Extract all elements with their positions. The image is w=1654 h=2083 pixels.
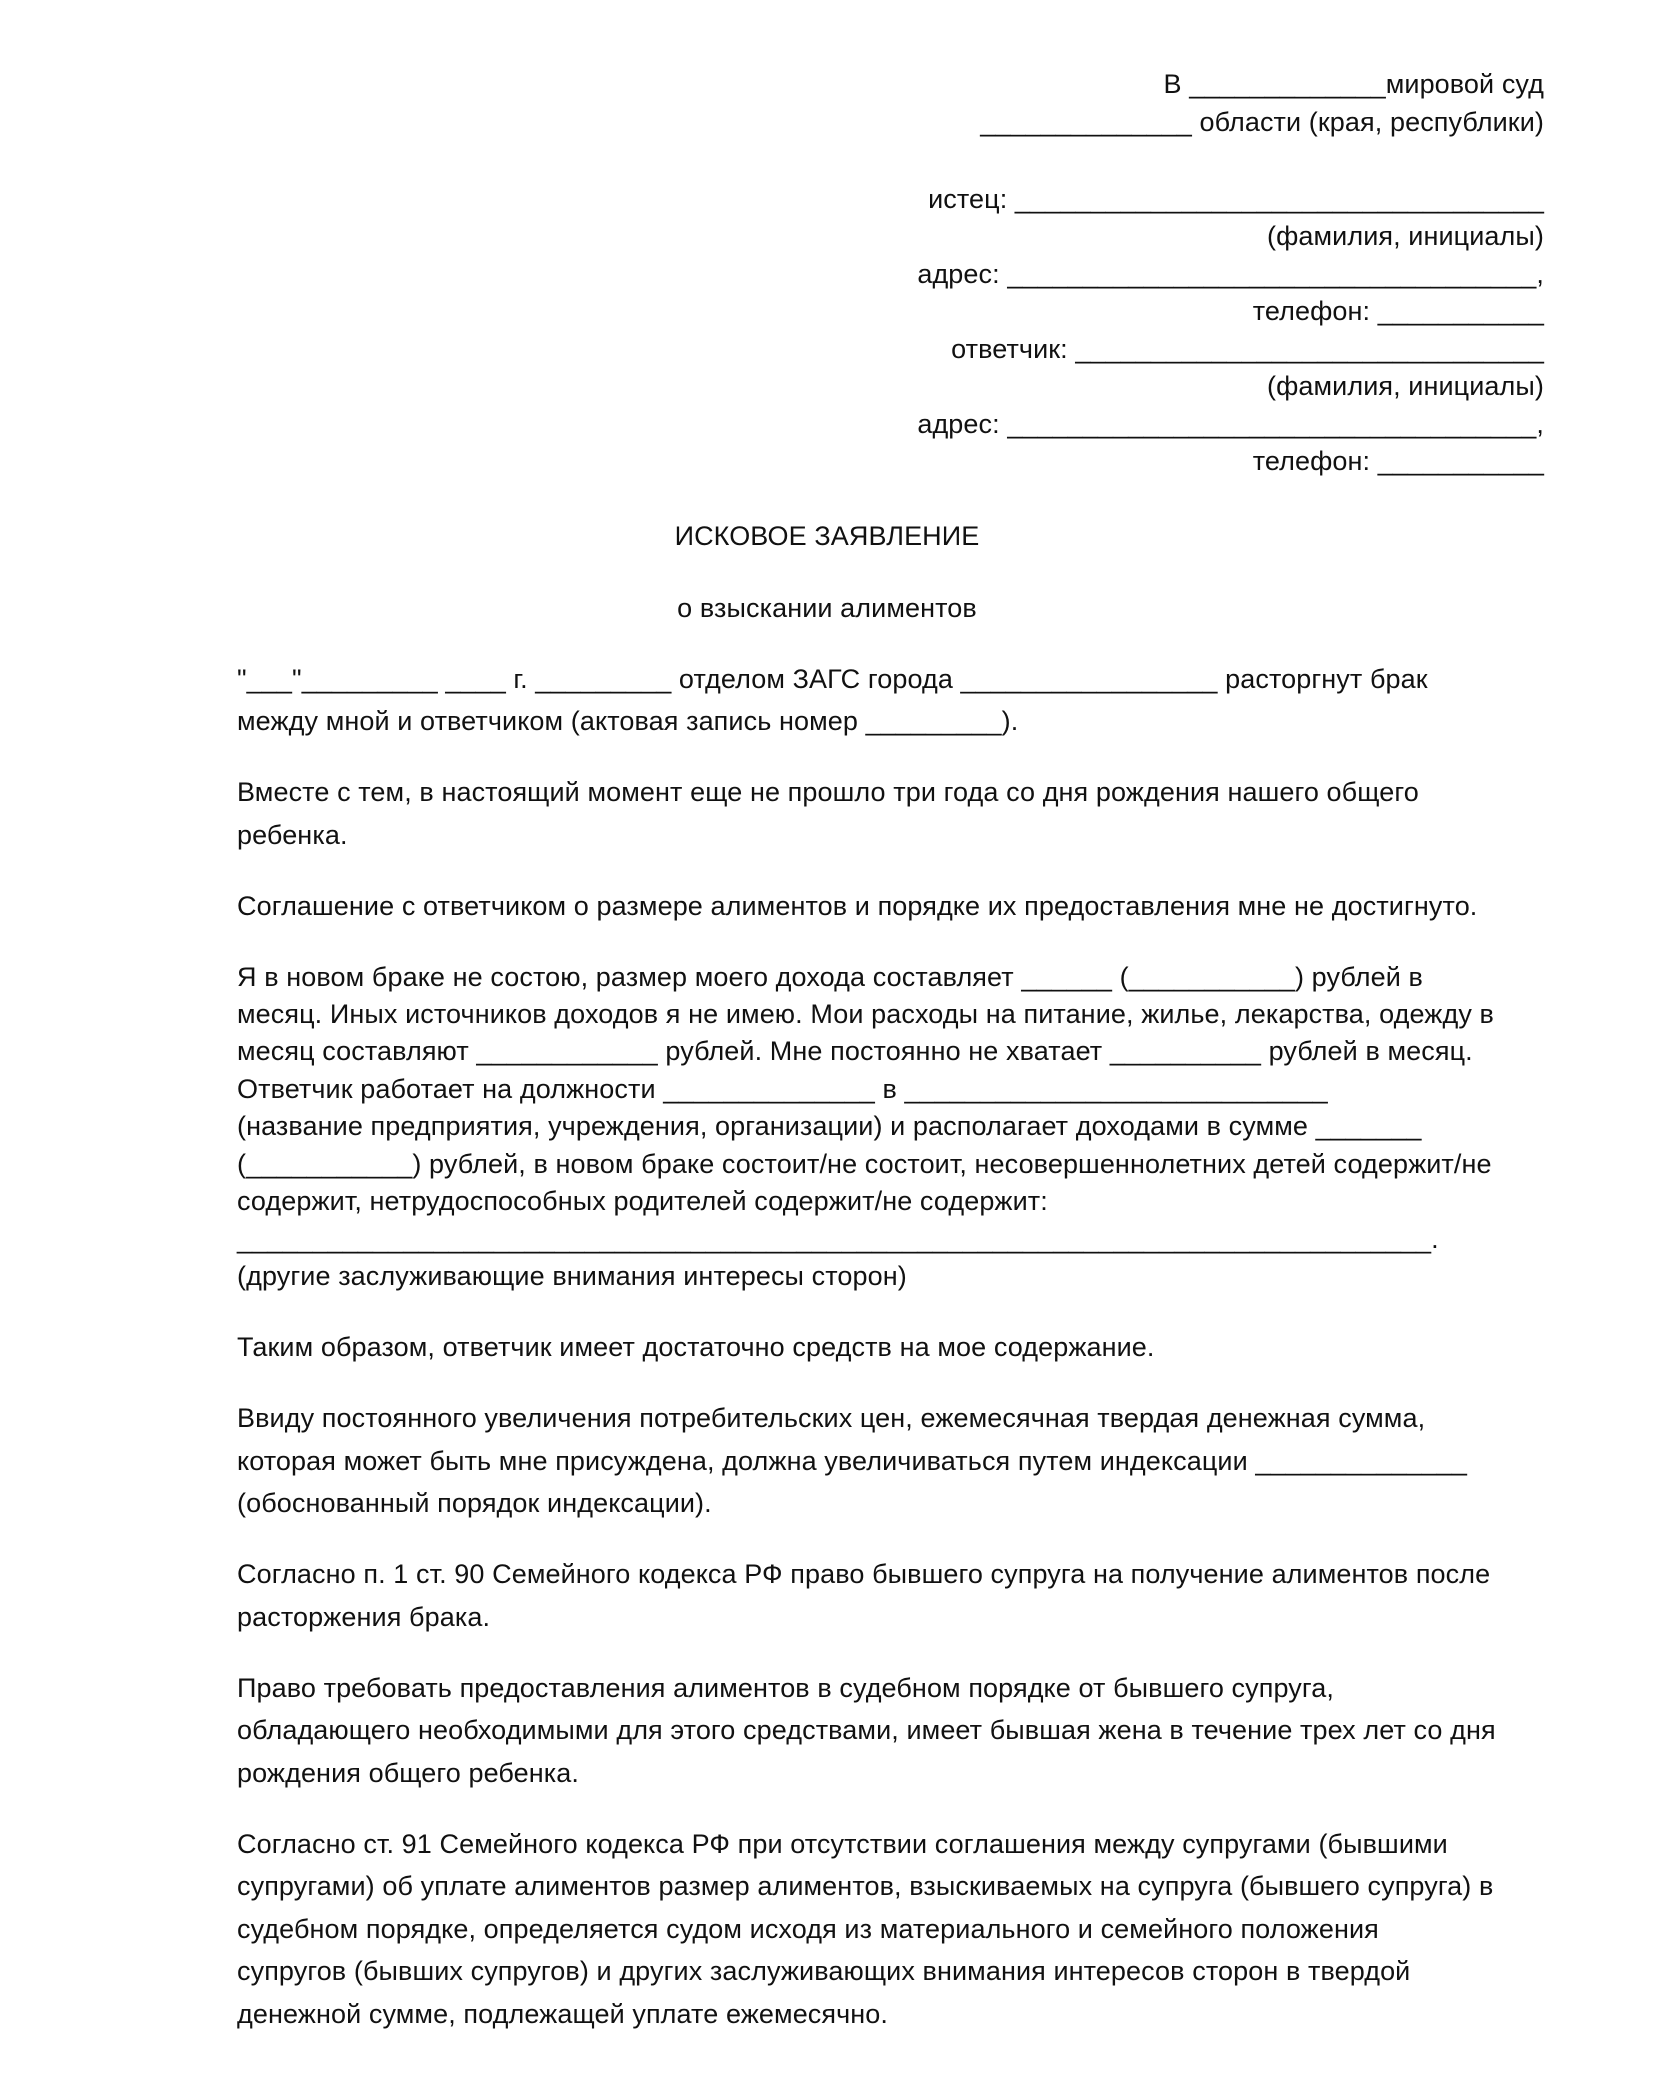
paragraph-line: Вместе с тем, в настоящий момент еще не прошло три года со дня рождения нашего общего xyxy=(237,777,1419,807)
document-title: ИСКОВОЕ ЗАЯВЛЕНИЕ xyxy=(674,521,980,551)
paragraph-line: _______________________________________________________________________________. xyxy=(237,1224,1439,1254)
document-subtitle: о взыскании алиментов xyxy=(677,593,977,623)
paragraph-line: (название предприятия, учреждения, организации) и располагает доходами в сумме _______ xyxy=(237,1111,1422,1141)
paragraph-line: содержит, нетрудоспособных родителей содержит/не содержит: xyxy=(237,1186,1048,1216)
paragraph-line: Ответчик работает на должности ______________ в ____________________________ xyxy=(237,1074,1328,1104)
paragraph-line: денежной сумме, подлежащей уплате ежемесячно. xyxy=(237,1999,889,2029)
paragraph-line: Таким образом, ответчик имеет достаточно средств на мое содержание. xyxy=(237,1332,1155,1362)
paragraph-line: Ввиду постоянного увеличения потребительских цен, ежемесячная твердая денежная сумма, xyxy=(237,1403,1426,1433)
plaintiff-line: истец: ___________________________________ xyxy=(928,184,1544,214)
paragraph-line: месяц. Иных источников доходов я не имею. Мои расходы на питание, жилье, лекарства, одежду в xyxy=(237,999,1494,1029)
defendant-address-line: адрес: ___________________________________, xyxy=(917,409,1544,439)
paragraph-line: месяц составляют ____________ рублей. Мне постоянно не хватает __________ рублей в месяц. xyxy=(237,1036,1473,1066)
defendant-caption: (фамилия, инициалы) xyxy=(1266,371,1544,401)
paragraph-line: (обоснованный порядок индексации). xyxy=(237,1488,712,1518)
paragraph-line: Право требовать предоставления алиментов в судебном порядке от бывшего супруга, xyxy=(237,1673,1334,1703)
paragraph-line: расторжения брака. xyxy=(237,1602,491,1632)
paragraph-line: супругов (бывших супругов) и других заслуживающих внимания интересов сторон в твердой xyxy=(237,1956,1411,1986)
defendant-phone-line: телефон: ___________ xyxy=(1252,446,1544,476)
plaintiff-address-line: адрес: ___________________________________, xyxy=(917,259,1544,289)
paragraph-line: рождения общего ребенка. xyxy=(237,1758,579,1788)
paragraph-line: супругами) об уплате алиментов размер алиментов, взыскиваемых на супруга (бывшего супруга) в xyxy=(237,1871,1494,1901)
defendant-line: ответчик: _______________________________ xyxy=(951,334,1544,364)
court-line: В _____________мировой суд xyxy=(1163,69,1544,99)
paragraph-line: (другие заслуживающие внимания интересы сторон) xyxy=(237,1261,907,1291)
paragraph-line: ребенка. xyxy=(237,820,348,850)
paragraph-line: Соглашение с ответчиком о размере алиментов и порядке их предоставления мне не достигнуто. xyxy=(237,891,1478,921)
court-region-line: ______________ области (края, республики) xyxy=(980,107,1544,137)
plaintiff-caption: (фамилия, инициалы) xyxy=(1266,221,1544,251)
paragraph-line: (___________) рублей, в новом браке состоит/не состоит, несовершеннолетних детей содержит/не xyxy=(237,1149,1492,1179)
paragraph-line: судебном порядке, определяется судом исходя из материального и семейного положения xyxy=(237,1914,1379,1944)
paragraph-line: между мной и ответчиком (актовая запись номер _________). xyxy=(237,706,1019,736)
paragraph-line: которая может быть мне присуждена, должна увеличиваться путем индексации ______________ xyxy=(237,1446,1467,1476)
plaintiff-phone-line: телефон: ___________ xyxy=(1252,296,1544,326)
paragraph-line: "___"_________ ____ г. _________ отделом ЗАГС города _________________ расторгнут брак xyxy=(237,664,1428,694)
paragraph-line: Согласно п. 1 ст. 90 Семейного кодекса РФ право бывшего супруга на получение алиментов после xyxy=(237,1559,1491,1589)
paragraph-line: Я в новом браке не состою, размер моего дохода составляет ______ (___________) рублей в xyxy=(237,962,1423,992)
paragraph-line: обладающего необходимыми для этого средствами, имеет бывшая жена в течение трех лет со дня xyxy=(237,1715,1496,1745)
paragraph-line: Согласно ст. 91 Семейного кодекса РФ при отсутствии соглашения между супругами (бывшими xyxy=(237,1829,1448,1859)
